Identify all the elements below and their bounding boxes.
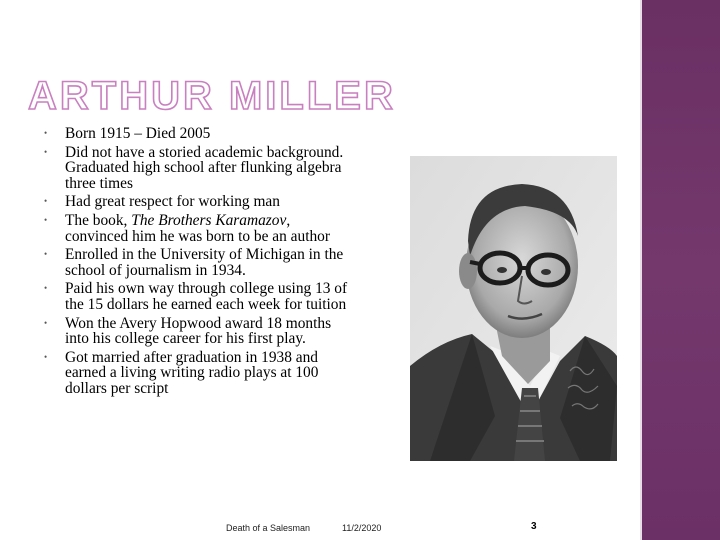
bullet-item	[44, 247, 354, 278]
bullet-icon: •	[44, 283, 48, 294]
footer-title: Death of a Salesman	[226, 523, 311, 533]
bullet-icon: •	[44, 128, 48, 138]
bullet-text: Had great respect for working man	[65, 193, 280, 211]
bullet-text: Did not have a storied academic background. Graduated high school after flunking algebra three times	[65, 143, 344, 192]
bullet-list	[44, 126, 354, 400]
bullet-text: Born 1915 – Died 2005	[65, 125, 211, 142]
bullet-text: Paid his own way through college using 13 of the 15 dollars he earned each week for tuition	[65, 280, 348, 313]
portrait-photo	[410, 156, 617, 461]
bullet-item	[44, 145, 354, 192]
bullet-text: Got married after graduation in 1938 and earned a living writing radio plays at 100 dollars per script	[65, 348, 319, 397]
bullet-text: Enrolled in the University of Michigan in the school of journalism in 1934.	[65, 246, 344, 279]
footer-date: 11/2/2020	[342, 523, 382, 533]
book-title: The Brothers Karamazov	[131, 211, 287, 229]
bullet-item	[44, 281, 354, 312]
bullet-item	[44, 213, 354, 244]
page-number: 3	[531, 521, 537, 532]
bullet-item	[44, 194, 354, 210]
bullet-icon: •	[44, 249, 48, 260]
bullet-icon: •	[44, 214, 48, 225]
bullet-item	[44, 350, 354, 397]
slide-title: ARTHUR MILLER	[28, 74, 396, 118]
bullet-text-post: , convinced him he was born to be an author	[65, 211, 330, 245]
bullet-icon: •	[44, 146, 48, 157]
bullet-icon: •	[44, 351, 48, 362]
bullet-text-pre: The book,	[65, 211, 132, 229]
bullet-icon: •	[44, 196, 48, 207]
bullet-item	[44, 126, 354, 142]
sidebar-band	[642, 0, 720, 540]
bullet-icon: •	[44, 317, 48, 328]
bullet-text: Won the Avery Hopwood award 18 months into his college career for his first play.	[65, 314, 332, 348]
bullet-item	[44, 316, 354, 347]
